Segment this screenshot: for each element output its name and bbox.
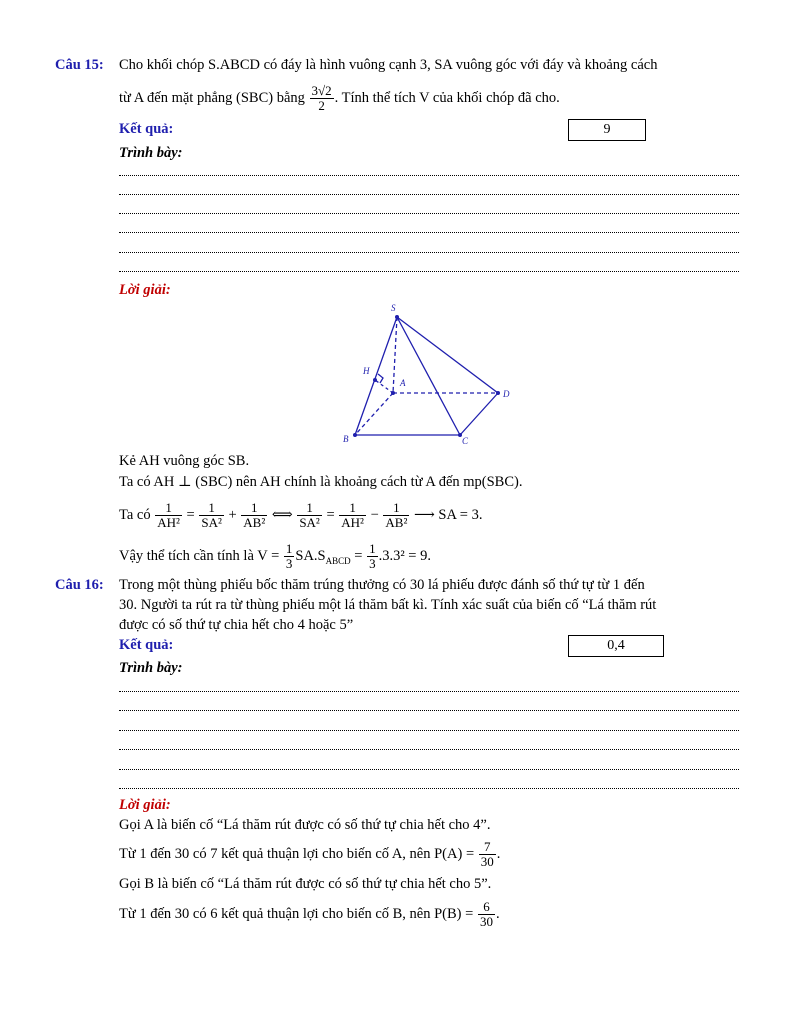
point-s <box>395 315 399 319</box>
q16-answer-line[interactable] <box>119 788 739 789</box>
edge-ab <box>355 393 393 435</box>
q15-line2-a: từ A đến mặt phẳng (SBC) bằng <box>119 90 305 106</box>
edge-sb <box>355 317 397 435</box>
q15-answer-line[interactable] <box>119 232 739 233</box>
q15-sol-line1: Kẻ AH vuông góc SB. <box>119 453 250 469</box>
q15-answer-line[interactable] <box>119 175 739 176</box>
q16-sol-line4: Từ 1 đến 30 có 6 kết quả thuận lợi cho biến cố B, nên P(B) = $\frac{6}{30}$ . <box>119 899 500 930</box>
q16-line1: Trong một thùng phiếu bốc thăm trúng thưởng có 30 lá phiếu được đánh số thứ tự từ 1 đến <box>119 577 645 593</box>
q16-answer-line[interactable] <box>119 691 739 692</box>
q15-answer-line[interactable] <box>119 252 739 253</box>
label-c: C <box>462 436 469 446</box>
q15-line2 <box>119 80 560 116</box>
q15-result-box[interactable]: 9 <box>568 119 646 141</box>
q15-answer-line[interactable] <box>119 271 739 272</box>
q16-present-label: Trình bày: <box>119 660 183 676</box>
edge-cd <box>460 393 498 435</box>
q15-answer-line[interactable] <box>119 213 739 214</box>
point-a <box>391 391 395 395</box>
q15-line2-b: . Tính thể tích V của khối chóp đã cho. <box>334 90 560 106</box>
label-a: A <box>400 378 406 388</box>
q15-answer-line[interactable] <box>119 194 739 195</box>
q15-label: Câu 15: <box>55 57 104 73</box>
right-angle-mark <box>378 374 383 383</box>
q16-result-label: Kết quả: <box>119 637 174 653</box>
q16-line2: 30. Người ta rút ra từ thùng phiếu một lá thăm bất kì. Tính xác suất của biến cố “Lá thăm rút <box>119 597 657 613</box>
q15-sol-line2: Ta có AH ⊥ (SBC) nên AH chính là khoảng cách từ A đến mp(SBC). <box>119 474 523 490</box>
q15-line1: Cho khối chóp S.ABCD có đáy là hình vuông cạnh 3, SA vuông góc với đáy và khoảng cách <box>119 57 658 73</box>
point-d <box>496 391 500 395</box>
q15-solution-label: Lời giải: <box>119 282 171 298</box>
q16-sol-line1: Gọi A là biến cố “Lá thăm rút được có số thứ tự chia hết cho 4”. <box>119 817 491 833</box>
q16-answer-line[interactable] <box>119 710 739 711</box>
q15-present-label: Trình bày: <box>119 145 183 161</box>
label-d: D <box>503 389 510 399</box>
label-s: S <box>391 303 396 313</box>
edge-sd <box>397 317 498 393</box>
q15-distance-fraction: $\frac{3√2}{2}$ <box>311 83 332 114</box>
q16-line3: được có số thứ tự chia hết cho 4 hoặc 5” <box>119 617 354 633</box>
q16-answer-line[interactable] <box>119 730 739 731</box>
q16-answer-line[interactable] <box>119 769 739 770</box>
q16-solution-label: Lời giải: <box>119 797 171 813</box>
q16-sol-line2: Từ 1 đến 30 có 7 kết quả thuận lợi cho biến cố A, nên P(A) = $\frac{7}{30}$ . <box>119 839 501 870</box>
segment-ah <box>375 380 393 393</box>
edge-sc <box>397 317 460 435</box>
q16-sol-line3: Gọi B là biến cố “Lá thăm rút được có số thứ tự chia hết cho 5”. <box>119 876 492 892</box>
q16-label: Câu 16: <box>55 577 104 593</box>
q16-answer-line[interactable] <box>119 749 739 750</box>
q15-sol-line3: Ta có $\frac{1}{\text{AH²}}$ = $\frac{1}{\text{SA²}}$ + $\frac{1}{\text{AB²}}$ ⟺ $\frac{1}{\text{SA²}}$ = $\frac{1}{\text{AH²}}$ − $\frac{1}{\text{AB²}}$ ⟶ SA = 3. <box>119 500 483 531</box>
q16-result-box[interactable]: 0,4 <box>568 635 664 657</box>
point-h <box>373 378 377 382</box>
point-b <box>353 433 357 437</box>
label-b: B <box>343 434 349 444</box>
q15-sol-line4: Vậy thể tích cần tính là V = $\frac{1}{3}$ $SA.S_{ABCD}$ = $\frac{1}{3}$ .3.3² = 9. <box>119 541 431 572</box>
q15-result-label: Kết quả: <box>119 121 174 137</box>
pyramid-figure <box>330 300 530 450</box>
label-h: H <box>363 366 370 376</box>
